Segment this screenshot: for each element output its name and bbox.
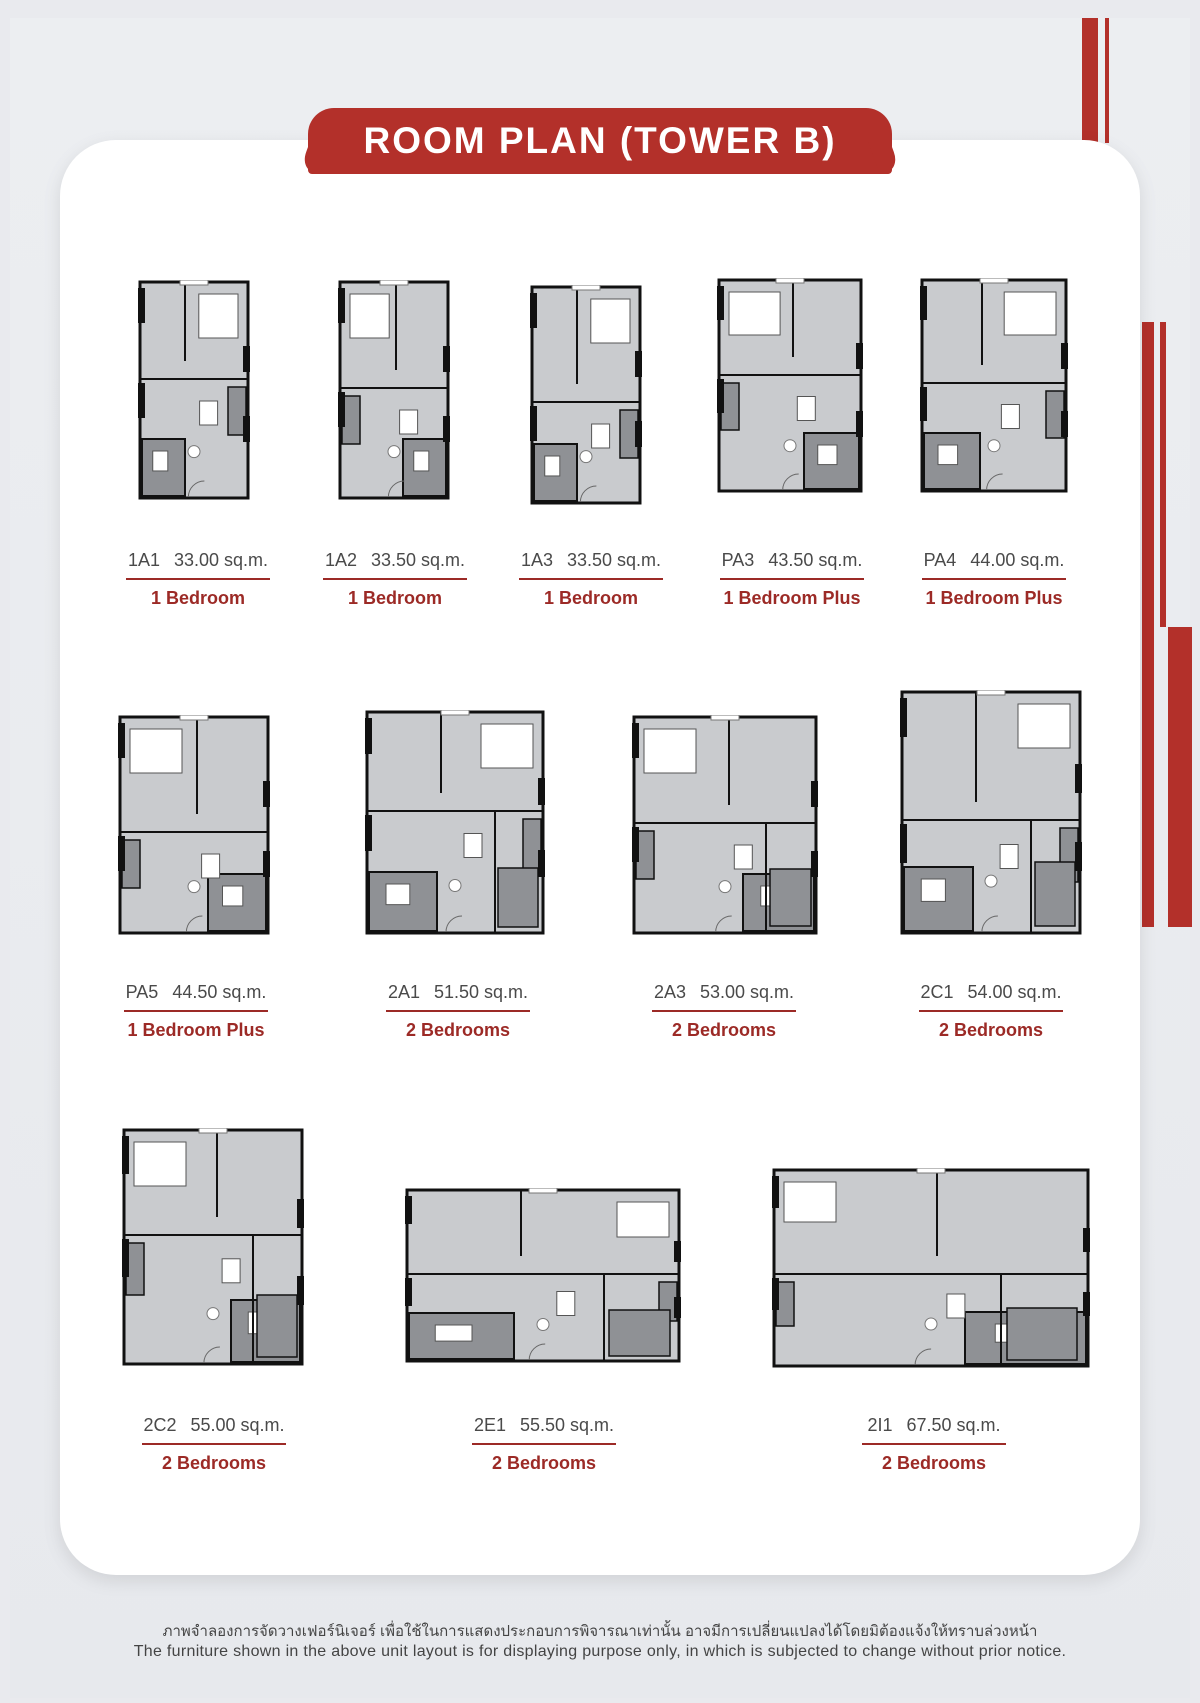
divider-rule <box>519 578 663 580</box>
unit-type: 1 Bedroom Plus <box>925 588 1063 608</box>
unit-area: 33.50 sq.m. <box>370 550 466 570</box>
unit-area: 54.00 sq.m. <box>967 982 1062 1002</box>
unit-code: 2C2 <box>143 1415 177 1435</box>
floor-plan-drawing <box>900 690 1082 935</box>
unit-area: 44.00 sq.m. <box>970 550 1065 570</box>
divider-rule <box>142 1443 286 1445</box>
footer-note-english: The furniture shown in the above unit layout is for displaying purpose only, in which is subjected to change without prior notice. <box>133 1643 1067 1660</box>
unit-area: 67.50 sq.m. <box>906 1415 1001 1435</box>
divider-rule <box>386 1010 530 1012</box>
unit-type: 2 Bedrooms <box>671 1020 777 1040</box>
unit-type: 2 Bedrooms <box>405 1020 511 1040</box>
floor-plan-image <box>118 715 270 940</box>
unit-type: 1 Bedroom <box>543 588 639 608</box>
unit-area: 55.50 sq.m. <box>519 1415 615 1435</box>
floor-plan-drawing <box>338 280 450 500</box>
unit-area: 33.50 sq.m. <box>566 550 662 570</box>
floor-plan-image <box>900 690 1082 940</box>
unit-code: PA3 <box>721 550 755 570</box>
floor-plan-drawing <box>920 278 1068 493</box>
floor-plan-drawing <box>365 710 545 935</box>
decor-bar <box>1160 322 1166 627</box>
unit-code: 2A1 <box>387 982 420 1002</box>
floor-plan-image <box>772 1168 1090 1373</box>
unit-type: 2 Bedrooms <box>938 1020 1044 1040</box>
unit-code: 2I1 <box>867 1415 893 1435</box>
unit-code: 2A3 <box>653 982 686 1002</box>
footer-note-thai: ภาพจำลองการจัดวางเฟอร์นิเจอร์ เพื่อใช้ในการแสดงประกอบการพิจารณาเท่านั้น อาจมีการเปลี่ยนแปลงได้โดยมิต้องแจ้งให้ทราบล่วงหน้า <box>162 1623 1038 1640</box>
floor-plan-drawing <box>772 1168 1090 1368</box>
unit-area: 53.00 sq.m. <box>699 982 795 1002</box>
unit-code: 1A2 <box>324 550 357 570</box>
floor-plan-image <box>632 715 818 940</box>
divider-rule <box>720 578 864 580</box>
unit-code-area <box>368 982 548 1003</box>
unit-area: 43.50 sq.m. <box>768 550 863 570</box>
floor-plan-drawing <box>717 278 863 493</box>
title-banner <box>308 108 892 174</box>
floor-plan-image <box>338 280 450 505</box>
divider-rule <box>652 1010 796 1012</box>
unit-area: 44.50 sq.m. <box>172 982 267 1002</box>
unit-type: 2 Bedrooms <box>881 1453 987 1473</box>
unit-code: 2E1 <box>473 1415 506 1435</box>
unit-type: 2 Bedrooms <box>161 1453 267 1473</box>
floor-plan-drawing <box>530 285 642 505</box>
unit-type: 1 Bedroom <box>150 588 246 608</box>
divider-rule <box>919 1010 1063 1012</box>
unit-type: 2 Bedrooms <box>491 1453 597 1473</box>
unit-code-area <box>844 1415 1024 1436</box>
page-title: ROOM PLAN (TOWER B) <box>363 120 837 161</box>
unit-code: PA5 <box>125 982 159 1002</box>
floor-plan-drawing <box>405 1188 681 1363</box>
unit-type: 1 Bedroom <box>347 588 443 608</box>
divider-rule <box>922 578 1066 580</box>
divider-rule <box>472 1443 616 1445</box>
unit-code-area <box>124 1415 304 1436</box>
decor-bar <box>1082 18 1098 143</box>
unit-code-area <box>108 550 288 571</box>
unit-area: 55.00 sq.m. <box>190 1415 285 1435</box>
unit-area: 33.00 sq.m. <box>173 550 269 570</box>
floor-plan-image <box>138 280 250 505</box>
unit-code-area <box>106 982 286 1003</box>
divider-rule <box>124 1010 268 1012</box>
unit-type: 1 Bedroom Plus <box>127 1020 265 1040</box>
floor-plan-image <box>530 285 642 510</box>
floor-plan-image <box>405 1188 681 1368</box>
floor-plan-drawing <box>632 715 818 935</box>
decor-bar <box>1105 18 1109 143</box>
decor-bar <box>1142 322 1154 927</box>
divider-rule <box>126 578 270 580</box>
unit-code-area <box>501 550 681 571</box>
unit-code: 1A3 <box>520 550 553 570</box>
unit-code: PA4 <box>923 550 957 570</box>
unit-code-area <box>904 550 1084 571</box>
unit-code: 1A1 <box>127 550 160 570</box>
floor-plan-drawing <box>118 715 270 935</box>
unit-code-area <box>305 550 485 571</box>
divider-rule <box>323 578 467 580</box>
unit-code-area <box>901 982 1081 1003</box>
floor-plan-drawing <box>122 1128 304 1366</box>
unit-type: 1 Bedroom Plus <box>723 588 861 608</box>
floor-plan-drawing <box>138 280 250 500</box>
divider-rule <box>862 1443 1006 1445</box>
unit-code: 2C1 <box>920 982 954 1002</box>
floor-plan-image <box>920 278 1068 498</box>
unit-code-area <box>702 550 882 571</box>
decor-bar <box>1168 627 1192 927</box>
unit-code-area <box>634 982 814 1003</box>
floor-plan-image <box>717 278 863 498</box>
unit-area: 51.50 sq.m. <box>433 982 529 1002</box>
floor-plan-image <box>365 710 545 940</box>
unit-code-area <box>454 1415 634 1436</box>
floor-plan-image <box>122 1128 304 1371</box>
